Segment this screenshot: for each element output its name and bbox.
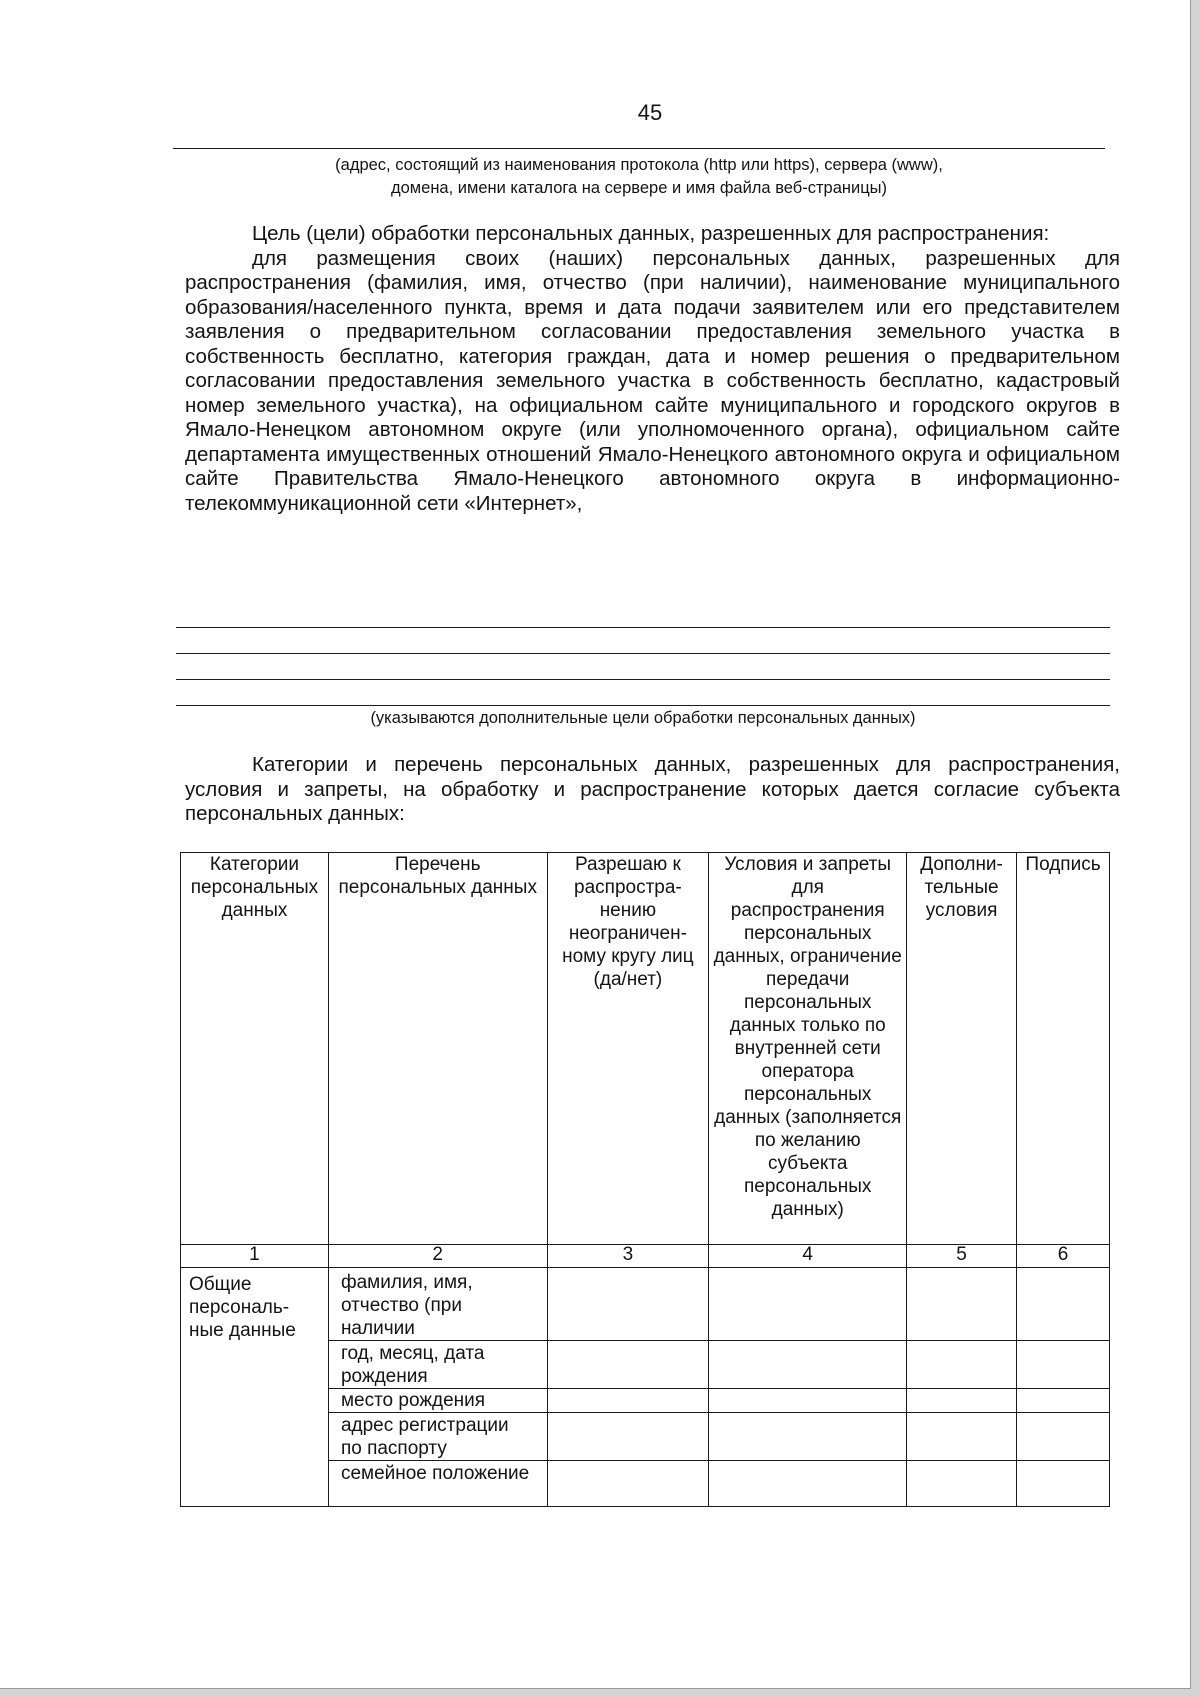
conditions-cell[interactable] (709, 1461, 907, 1507)
categories-section (185, 753, 1120, 827)
purpose-section (185, 222, 1120, 516)
item-cell: адрес регистрации по паспорту (328, 1413, 547, 1461)
category-cell: Общие персональ-ные данные (181, 1268, 329, 1507)
conditions-cell[interactable] (709, 1341, 907, 1389)
personal-data-table (180, 852, 1110, 1507)
header-list: Перечень персональных данных (328, 853, 547, 1245)
column-numbers-row (181, 1245, 1110, 1268)
conditions-cell[interactable] (709, 1389, 907, 1413)
additional-purpose-line-2 (176, 653, 1110, 654)
header-additional-conditions: Дополни-тельные условия (907, 853, 1017, 1245)
item-cell: год, месяц, дата рождения (328, 1341, 547, 1389)
item-cell: фамилия, имя, отчество (при наличии (328, 1268, 547, 1341)
additional-conditions-cell[interactable] (907, 1268, 1017, 1341)
purpose-text: для размещения своих (наших) персональных данных, разрешенных для распространения (фамилия, имя, отчество (при наличии), наименование муниципального образования/населенного пункта, время и дата подачи заявителем или его представителем заявления о предварительном согласовании предоставления земельного участка в собственность бесплатно, категория граждан, дата и номер решения о предварительном согласовании предоставления земельного участка в собственность бесплатно, кадастровый номер земельного участка), на официальном сайте муниципального и городского округов в Ямало-Ненецком автономном округе (или уполномоченного органа), официальном сайте департамента имущественных отношений Ямало-Ненецкого автономного округа и официальном сайте Правительства Ямало-Ненецкого автономного округа в информационно-телекоммуникационной сети «Интернет», (185, 246, 1120, 515)
header-conditions: Условия и запреты для распространения персональных данных, ограничение передачи персональных данных только по внутренней сети оператора персональных данных (заполняется по желанию субъекта персональных данных) (709, 853, 907, 1245)
signature-cell[interactable] (1017, 1413, 1110, 1461)
header-categories: Категории персональных данных (181, 853, 329, 1245)
additional-purpose-line-3 (176, 679, 1110, 680)
item-cell: семейное положение (328, 1461, 547, 1507)
table-header-row (181, 853, 1110, 1245)
permission-cell[interactable] (547, 1389, 709, 1413)
additional-conditions-cell[interactable] (907, 1413, 1017, 1461)
signature-cell[interactable] (1017, 1341, 1110, 1389)
additional-purpose-line-1 (176, 627, 1110, 628)
conditions-cell[interactable] (709, 1413, 907, 1461)
column-number: 5 (907, 1245, 1017, 1268)
permission-cell[interactable] (547, 1341, 709, 1389)
column-number: 1 (181, 1245, 329, 1268)
purpose-heading: Цель (цели) обработки персональных данных, разрешенных для распространения: (252, 222, 1050, 245)
item-cell: место рождения (328, 1389, 547, 1413)
conditions-cell[interactable] (709, 1268, 907, 1341)
column-number: 2 (328, 1245, 547, 1268)
header-permission: Разрешаю к распростра-нению неограничен-ному кругу лиц (да/нет) (547, 853, 709, 1245)
signature-cell[interactable] (1017, 1461, 1110, 1507)
signature-cell[interactable] (1017, 1268, 1110, 1341)
additional-purpose-line-4 (176, 705, 1110, 706)
address-fill-line (173, 148, 1105, 149)
column-number: 3 (547, 1245, 709, 1268)
additional-conditions-cell[interactable] (907, 1461, 1017, 1507)
permission-cell[interactable] (547, 1413, 709, 1461)
additional-purposes-caption: (указываются дополнительные цели обработки персональных данных) (370, 709, 916, 727)
permission-cell[interactable] (547, 1461, 709, 1507)
table-row (181, 1268, 1110, 1341)
permission-cell[interactable] (547, 1268, 709, 1341)
additional-conditions-cell[interactable] (907, 1341, 1017, 1389)
column-number: 4 (709, 1245, 907, 1268)
page-number: 45 (637, 100, 663, 125)
signature-cell[interactable] (1017, 1389, 1110, 1413)
additional-conditions-cell[interactable] (907, 1389, 1017, 1413)
address-caption: (адрес, состоящий из наименования протокола (http или https), сервера (www), домена, имени каталога на сервере и имя файла веб-страницы) (335, 156, 943, 197)
header-signature: Подпись (1017, 853, 1110, 1245)
column-number: 6 (1017, 1245, 1110, 1268)
categories-paragraph: Категории и перечень персональных данных, разрешенных для распространения, условия и запреты, на обработку и распространение которых дается согласие субъекта персональных данных: (185, 753, 1120, 825)
